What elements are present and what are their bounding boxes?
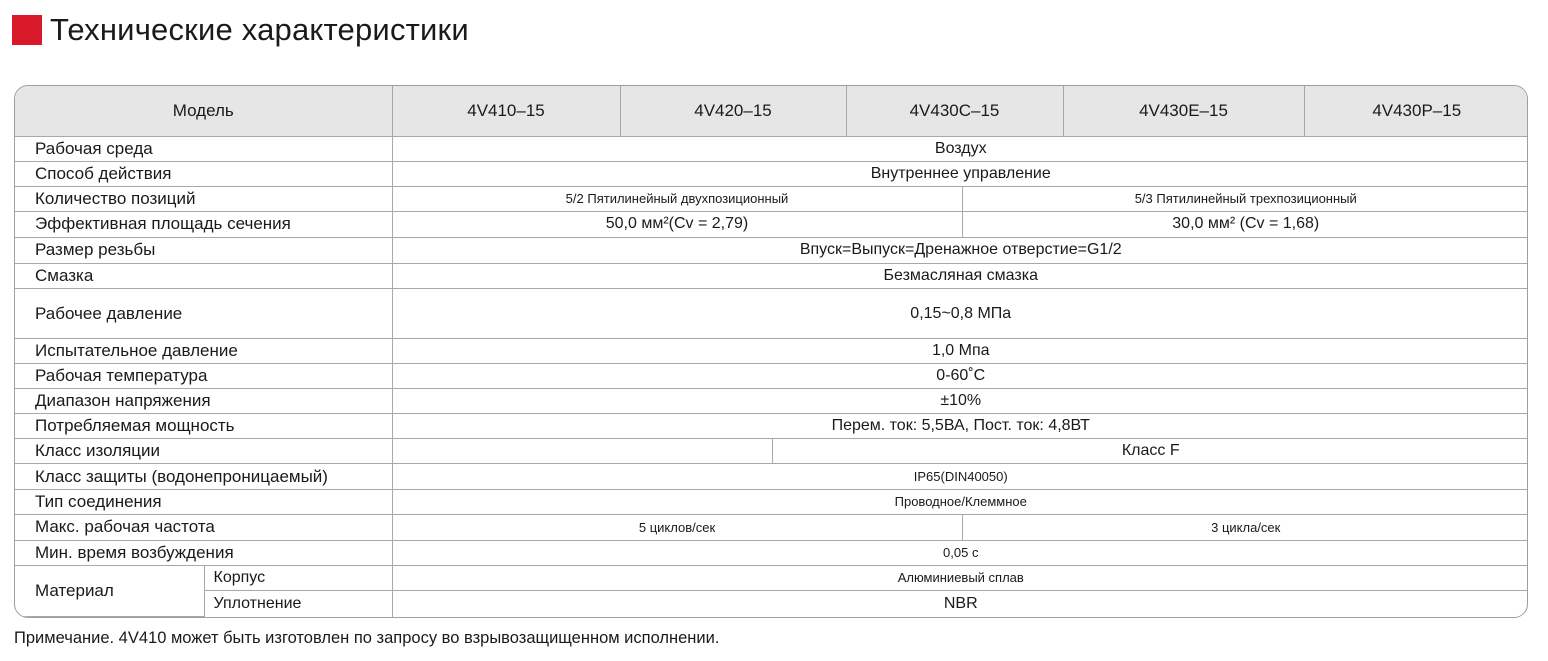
header-row [15, 86, 1528, 136]
row-label: Тип соединения [15, 489, 392, 514]
page-title: Технические характеристики [50, 12, 469, 47]
row-value: 50,0 мм²(Cv = 2,79) [392, 211, 962, 237]
row-value: Проводное/Клеммное [392, 489, 1528, 514]
table-row [15, 439, 1528, 464]
material-body-value: Алюминиевый сплав [392, 565, 1528, 590]
model-header: Модель [15, 86, 392, 136]
material-body-label: Корпус [204, 565, 392, 590]
row-label: Диапазон напряжения [15, 389, 392, 414]
row-value: 30,0 мм² (Cv = 1,68) [962, 211, 1528, 237]
row-label: Рабочее давление [15, 289, 392, 339]
table-row [15, 364, 1528, 389]
row-label: Класс защиты (водонепроницаемый) [15, 464, 392, 489]
row-label: Размер резьбы [15, 237, 392, 263]
row-value: ±10% [392, 389, 1528, 414]
row-label: Мин. время возбуждения [15, 540, 392, 565]
row-label: Материал [15, 565, 204, 616]
row-label: Класс изоляции [15, 439, 392, 464]
row-label: Рабочая температура [15, 364, 392, 389]
model-4v430e: 4V430E–15 [1063, 86, 1304, 136]
material-seal-label: Уплотнение [204, 590, 392, 616]
table-row [15, 540, 1528, 565]
red-square-icon [12, 15, 42, 45]
row-value: Впуск=Выпуск=Дренажное отверстие=G1/2 [392, 237, 1528, 263]
row-value: 0-60˚C [392, 364, 1528, 389]
material-seal-value: NBR [392, 590, 1528, 616]
table-row [15, 237, 1528, 263]
row-value: 3 цикла/сек [962, 514, 1528, 540]
table-row [15, 186, 1528, 211]
row-label: Рабочая среда [15, 136, 392, 161]
model-4v420: 4V420–15 [620, 86, 846, 136]
row-value: Перем. ток: 5,5ВА, Пост. ток: 4,8ВТ [392, 414, 1528, 439]
row-label: Количество позиций [15, 186, 392, 211]
row-value: 0,15~0,8 МПа [392, 289, 1528, 339]
table-row [15, 389, 1528, 414]
row-value: Внутреннее управление [392, 161, 1528, 186]
table-row [15, 161, 1528, 186]
table-row [15, 464, 1528, 489]
model-4v430p: 4V430P–15 [1304, 86, 1528, 136]
row-value: Класс F [772, 439, 1528, 464]
row-label: Макс. рабочая частота [15, 514, 392, 540]
table-row [15, 590, 1528, 616]
row-label: Эффективная площадь сечения [15, 211, 392, 237]
row-label: Смазка [15, 263, 392, 288]
table-row [15, 565, 1528, 590]
row-label: Способ действия [15, 161, 392, 186]
footnote: Примечание. 4V410 может быть изготовлен по запросу во взрывозащищенном исполнении. [14, 629, 720, 647]
row-label: Испытательное давление [15, 339, 392, 364]
table-row [15, 514, 1528, 540]
table-row [15, 339, 1528, 364]
table-row [15, 211, 1528, 237]
row-value: 5 циклов/сек [392, 514, 962, 540]
table-row [15, 414, 1528, 439]
page-header [12, 10, 469, 50]
table-row [15, 263, 1528, 288]
row-value: 1,0 Мпа [392, 339, 1528, 364]
row-value: IP65(DIN40050) [392, 464, 1528, 489]
table-row [15, 489, 1528, 514]
row-label: Потребляемая мощность [15, 414, 392, 439]
table-row [15, 136, 1528, 161]
row-value: 0,05 с [392, 540, 1528, 565]
spec-table-container [14, 85, 1528, 618]
model-4v410: 4V410–15 [392, 86, 620, 136]
row-value: 5/2 Пятилинейный двухпозиционный [392, 186, 962, 211]
row-value: Воздух [392, 136, 1528, 161]
model-4v430c: 4V430C–15 [846, 86, 1063, 136]
row-value-empty [392, 439, 772, 464]
row-value: Безмасляная смазка [392, 263, 1528, 288]
spec-table [15, 86, 1528, 617]
row-value: 5/3 Пятилинейный трехпозиционный [962, 186, 1528, 211]
table-row [15, 289, 1528, 339]
